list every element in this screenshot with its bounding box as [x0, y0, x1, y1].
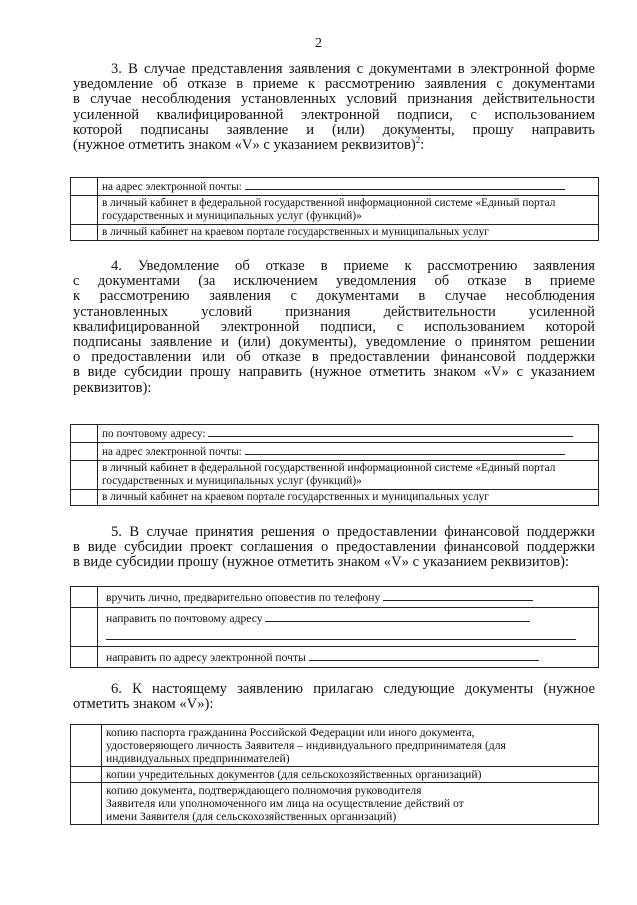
option-checkbox[interactable]: [71, 647, 98, 668]
option-label: вручить лично, предварительно оповестив по телефону: [106, 591, 381, 604]
option-checkbox[interactable]: [71, 461, 98, 490]
section-6-text: [73, 682, 595, 712]
text-line: о предоставлении или об отказе в предоставлении финансовой поддержки: [73, 349, 595, 366]
text-line: с документами (за исключением уведомления об отказе в приеме: [73, 273, 595, 290]
option-text: [98, 425, 599, 443]
fill-line[interactable]: [245, 444, 565, 455]
option-text: [98, 647, 599, 668]
option-text: [98, 443, 599, 461]
section-4-text: [73, 259, 595, 396]
text-line: подписаны заявление и (или) документы), уведомление о принятом решении: [73, 334, 595, 351]
option-text: [98, 587, 599, 608]
text-line: усиленной квалифицированной электронной подписи, с использованием: [73, 106, 595, 123]
option-checkbox[interactable]: [71, 196, 98, 225]
section-5-text: [73, 525, 595, 571]
option-label: по почтовому адресу:: [102, 428, 206, 440]
option-text: копии учредительных документов (для сельскохозяйственных организаций): [102, 767, 599, 783]
option-text: в личный кабинет в федеральной государственной информационной системе «Единый портал государственных и муниципальных услуг (функций)»: [98, 196, 599, 225]
option-checkbox[interactable]: [71, 725, 102, 767]
text-line: 4. Уведомление об отказе в приеме к рассмотрению заявления: [111, 258, 595, 274]
option-text: копию паспорта гражданина Российской Федерации или иного документа, удостоверяющего личность Заявителя – индивидуального предпринимателя (для индивидуальных предпринимателей): [102, 725, 599, 767]
option-row: [71, 425, 599, 443]
text-line: уведомление об отказе в приеме к рассмотрению заявления с документами: [73, 76, 595, 93]
text-line: которой подписаны заявление и (или) документы, прошу направить: [73, 121, 595, 138]
option-checkbox[interactable]: [71, 443, 98, 461]
section-6-options: [70, 724, 599, 825]
text-line: 6. К настоящему заявлению прилагаю следующие документы (нужное: [111, 681, 595, 697]
option-row: [71, 490, 599, 506]
section-3-options: [70, 177, 599, 241]
text-line: квалифицированной электронной подписи, с использованием которой: [73, 318, 595, 335]
section-5-options: [70, 586, 599, 668]
option-label: на адрес электронной почты:: [102, 446, 242, 458]
option-row: [71, 178, 599, 196]
page-number: 2: [315, 36, 322, 51]
text-line: к рассмотрению заявления с документами в случае несоблюдения: [73, 288, 595, 305]
text-line: в виде субсидии прошу (нужное отметить знаком «V» с указанием реквизитов):: [73, 554, 570, 571]
text-line: реквизитов):: [73, 379, 152, 396]
option-row: [71, 461, 599, 490]
option-text: в личный кабинет на краевом портале государственных и муниципальных услуг: [98, 490, 599, 506]
option-checkbox[interactable]: [71, 225, 98, 241]
option-row: [71, 647, 599, 668]
fill-line[interactable]: [309, 650, 539, 661]
option-text: в личный кабинет в федеральной государственной информационной системе «Единый портал государственных и муниципальных услуг (функций)»: [98, 461, 599, 490]
option-text: [98, 178, 599, 196]
text-line: отметить знаком «V»):: [73, 696, 214, 713]
option-text: [98, 608, 599, 647]
option-checkbox[interactable]: [71, 178, 98, 196]
text-line: 5. В случае принятия решения о предоставлении финансовой поддержки: [111, 524, 595, 540]
option-checkbox[interactable]: [71, 608, 98, 647]
section-4-options: [70, 424, 599, 506]
option-row: [71, 587, 599, 608]
option-checkbox[interactable]: [71, 490, 98, 506]
option-checkbox[interactable]: [71, 587, 98, 608]
option-checkbox[interactable]: [71, 767, 102, 783]
text-line: 3. В случае представления заявления с документами в электронной форме: [111, 61, 595, 77]
section-3-text: [73, 62, 595, 153]
text-line: [73, 135, 595, 154]
text-tail: :: [420, 137, 425, 154]
option-row: [71, 443, 599, 461]
option-row: [71, 608, 599, 647]
option-row: [71, 783, 599, 825]
fill-line[interactable]: [383, 590, 533, 601]
text-line-content: (нужное отметить знаком «V» с указанием реквизитов): [73, 137, 416, 154]
option-text: в личный кабинет на краевом портале государственных и муниципальных услуг: [98, 225, 599, 241]
option-row: [71, 225, 599, 241]
footnote-mark: 2: [415, 135, 421, 146]
fill-line[interactable]: [265, 611, 530, 622]
option-text: копию документа, подтверждающего полномочия руководителя Заявителя или уполномоченного им лица на осуществление действий от имени Заявителя (для сельскохозяйственных организаций): [102, 783, 599, 825]
option-checkbox[interactable]: [71, 425, 98, 443]
text-line: в виде субсидии прошу направить (нужное отметить знаком «V» с указанием: [73, 364, 595, 381]
option-checkbox[interactable]: [71, 783, 102, 825]
option-label: направить по адресу электронной почты: [106, 651, 306, 664]
fill-line[interactable]: [208, 426, 573, 437]
option-label: направить по почтовому адресу: [106, 612, 263, 625]
fill-line[interactable]: [245, 179, 565, 190]
option-row: [71, 725, 599, 767]
option-label: на адрес электронной почты:: [102, 181, 242, 193]
fill-line[interactable]: [106, 629, 576, 640]
text-line: установленных условий признания действительности усиленной: [73, 303, 595, 320]
text-line: в случае несоблюдения установленных условий признания действительности: [73, 91, 595, 108]
text-line: в виде субсидии проект соглашения о предоставлении финансовой поддержки: [73, 539, 595, 556]
option-row: [71, 767, 599, 783]
option-row: [71, 196, 599, 225]
